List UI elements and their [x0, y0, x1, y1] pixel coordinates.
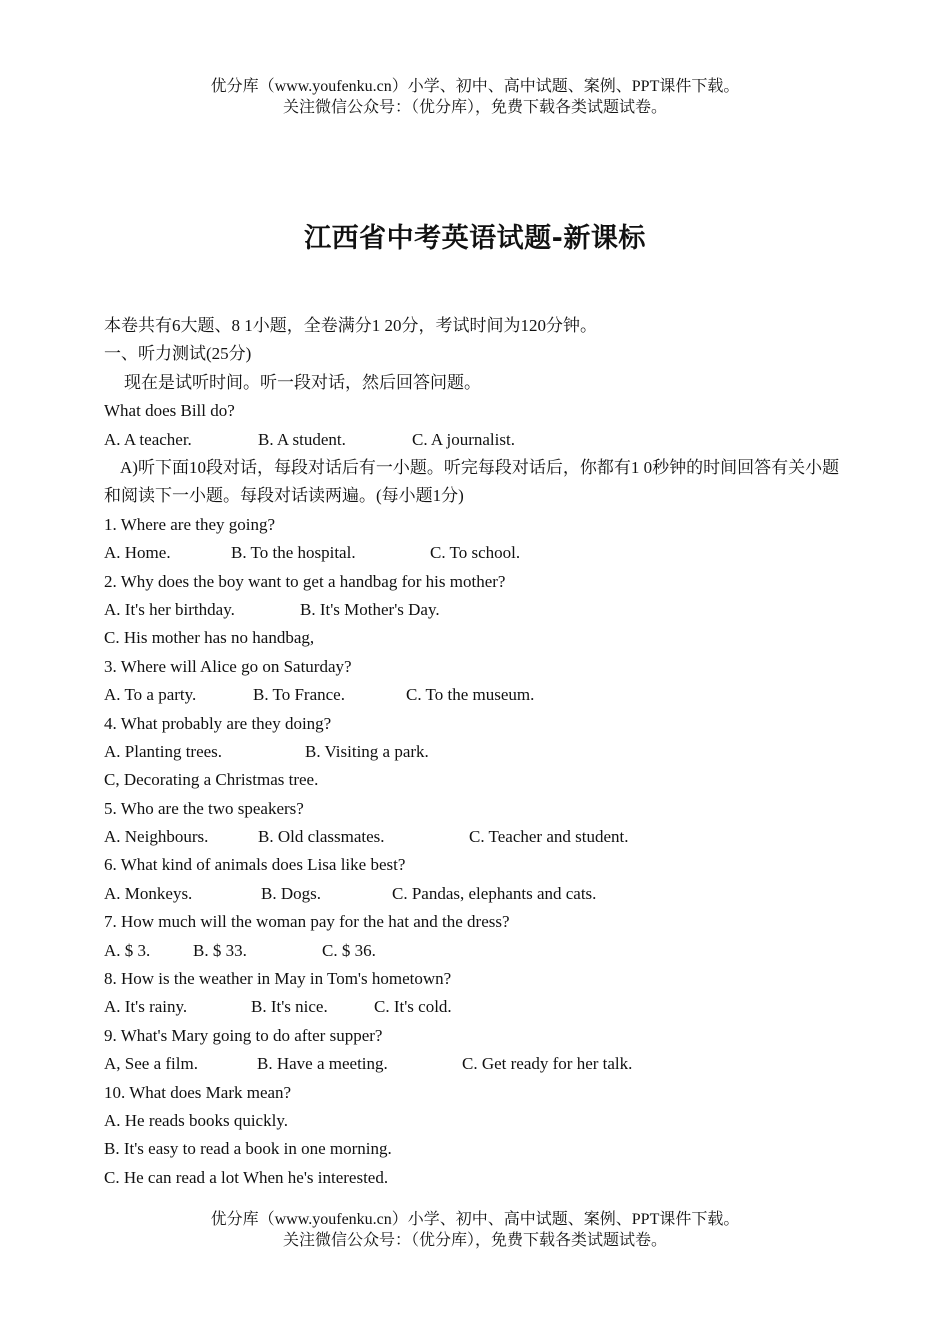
question-7-options [104, 937, 848, 965]
option: A. To a party. [104, 685, 197, 705]
question-2-option-c: C. His mother has no handbag, [104, 628, 315, 648]
option: A. Neighbours. [104, 827, 209, 847]
question-5-options [104, 823, 848, 851]
option: B. It's nice. [251, 997, 328, 1017]
trial-options [104, 426, 848, 454]
question-1: 1. Where are they going? [104, 514, 276, 534]
option: A. A teacher. [104, 429, 192, 449]
option: B. Visiting a park. [305, 741, 429, 761]
option: B. Old classmates. [258, 827, 385, 847]
question-9: 9. What's Mary going to do after supper? [104, 1025, 383, 1045]
option: A, See a film. [104, 1054, 198, 1074]
page-footer [0, 1209, 950, 1251]
exam-body [104, 312, 848, 1192]
option: C. Teacher and student. [469, 827, 629, 847]
option: C. To school. [430, 543, 521, 563]
page-header [0, 76, 950, 118]
question-2: 2. Why does the boy want to get a handbag for his mother? [104, 571, 506, 591]
option: B. It's Mother's Day. [300, 599, 440, 619]
section-heading: 一、听力测试(25分) [104, 344, 252, 364]
option: A. Home. [104, 543, 171, 563]
option: C. $ 36. [322, 940, 376, 960]
exam-intro: 本卷共有6大题、8 1小题，全卷满分1 20分，考试时间为120分钟。 [104, 316, 597, 335]
option: B. Have a meeting. [257, 1054, 388, 1074]
option: A. Planting trees. [104, 741, 223, 761]
question-2-options [104, 596, 848, 624]
question-3: 3. Where will Alice go on Saturday? [104, 656, 352, 676]
question-8: 8. How is the weather in May in Tom's hometown? [104, 969, 452, 989]
question-10-option-a: A. He reads books quickly. [104, 1110, 288, 1130]
option: B. $ 33. [193, 940, 247, 960]
question-10: 10. What does Mark mean? [104, 1082, 292, 1102]
question-1-options [104, 539, 848, 567]
option: A. $ 3. [104, 940, 151, 960]
question-4: 4. What probably are they doing? [104, 713, 332, 733]
question-9-options [104, 1050, 848, 1078]
header-line-1: 优分库（www.youfenku.cn）小学、初中、高中试题、案例、PPT课件下载。 [210, 78, 740, 95]
header-line-2: 关注微信公众号：（优分库），免费下载各类试题试卷。 [282, 99, 667, 116]
option: C. It's cold. [374, 997, 452, 1017]
footer-line-2: 关注微信公众号：（优分库），免费下载各类试题试卷。 [282, 1232, 667, 1249]
question-10-option-b: B. It's easy to read a book in one morning. [104, 1139, 392, 1159]
option: B. To France. [253, 685, 345, 705]
question-5: 5. Who are the two speakers? [104, 798, 304, 818]
trial-question: What does Bill do? [104, 401, 235, 421]
question-7: 7. How much will the woman pay for the hat and the dress? [104, 912, 510, 932]
option: A. Monkeys. [104, 883, 193, 903]
trial-note: 现在是试听时间。听一段对话，然后回答问题。 [124, 372, 481, 392]
question-8-options [104, 993, 848, 1021]
option: B. Dogs. [261, 883, 321, 903]
question-6-options [104, 880, 848, 908]
option: C. Get ready for her talk. [462, 1054, 633, 1074]
option: A. It's her birthday. [104, 599, 235, 619]
document-title: 江西省中考英语试题-新课标 [304, 223, 646, 254]
option: B. A student. [258, 429, 346, 449]
option: C. Pandas, elephants and cats. [392, 883, 597, 903]
part-a-instructions: A)听下面10段对话，每段对话后有一小题。听完每段对话后，你都有1 0秒钟的时间回答有关小题和阅读下一小题。每段对话读两遍。(每小题1分) [104, 457, 840, 506]
question-10-option-c: C. He can read a lot When he's interested. [104, 1167, 389, 1187]
question-6: 6. What kind of animals does Lisa like best? [104, 855, 406, 875]
option: C. To the museum. [406, 685, 535, 705]
question-4-options [104, 738, 848, 766]
option: A. It's rainy. [104, 997, 188, 1017]
question-3-options [104, 681, 848, 709]
option: C. A journalist. [412, 429, 515, 449]
question-4-option-c: C, Decorating a Christmas tree. [104, 770, 319, 790]
footer-line-1: 优分库（www.youfenku.cn）小学、初中、高中试题、案例、PPT课件下载。 [210, 1211, 740, 1228]
option: B. To the hospital. [231, 543, 356, 563]
